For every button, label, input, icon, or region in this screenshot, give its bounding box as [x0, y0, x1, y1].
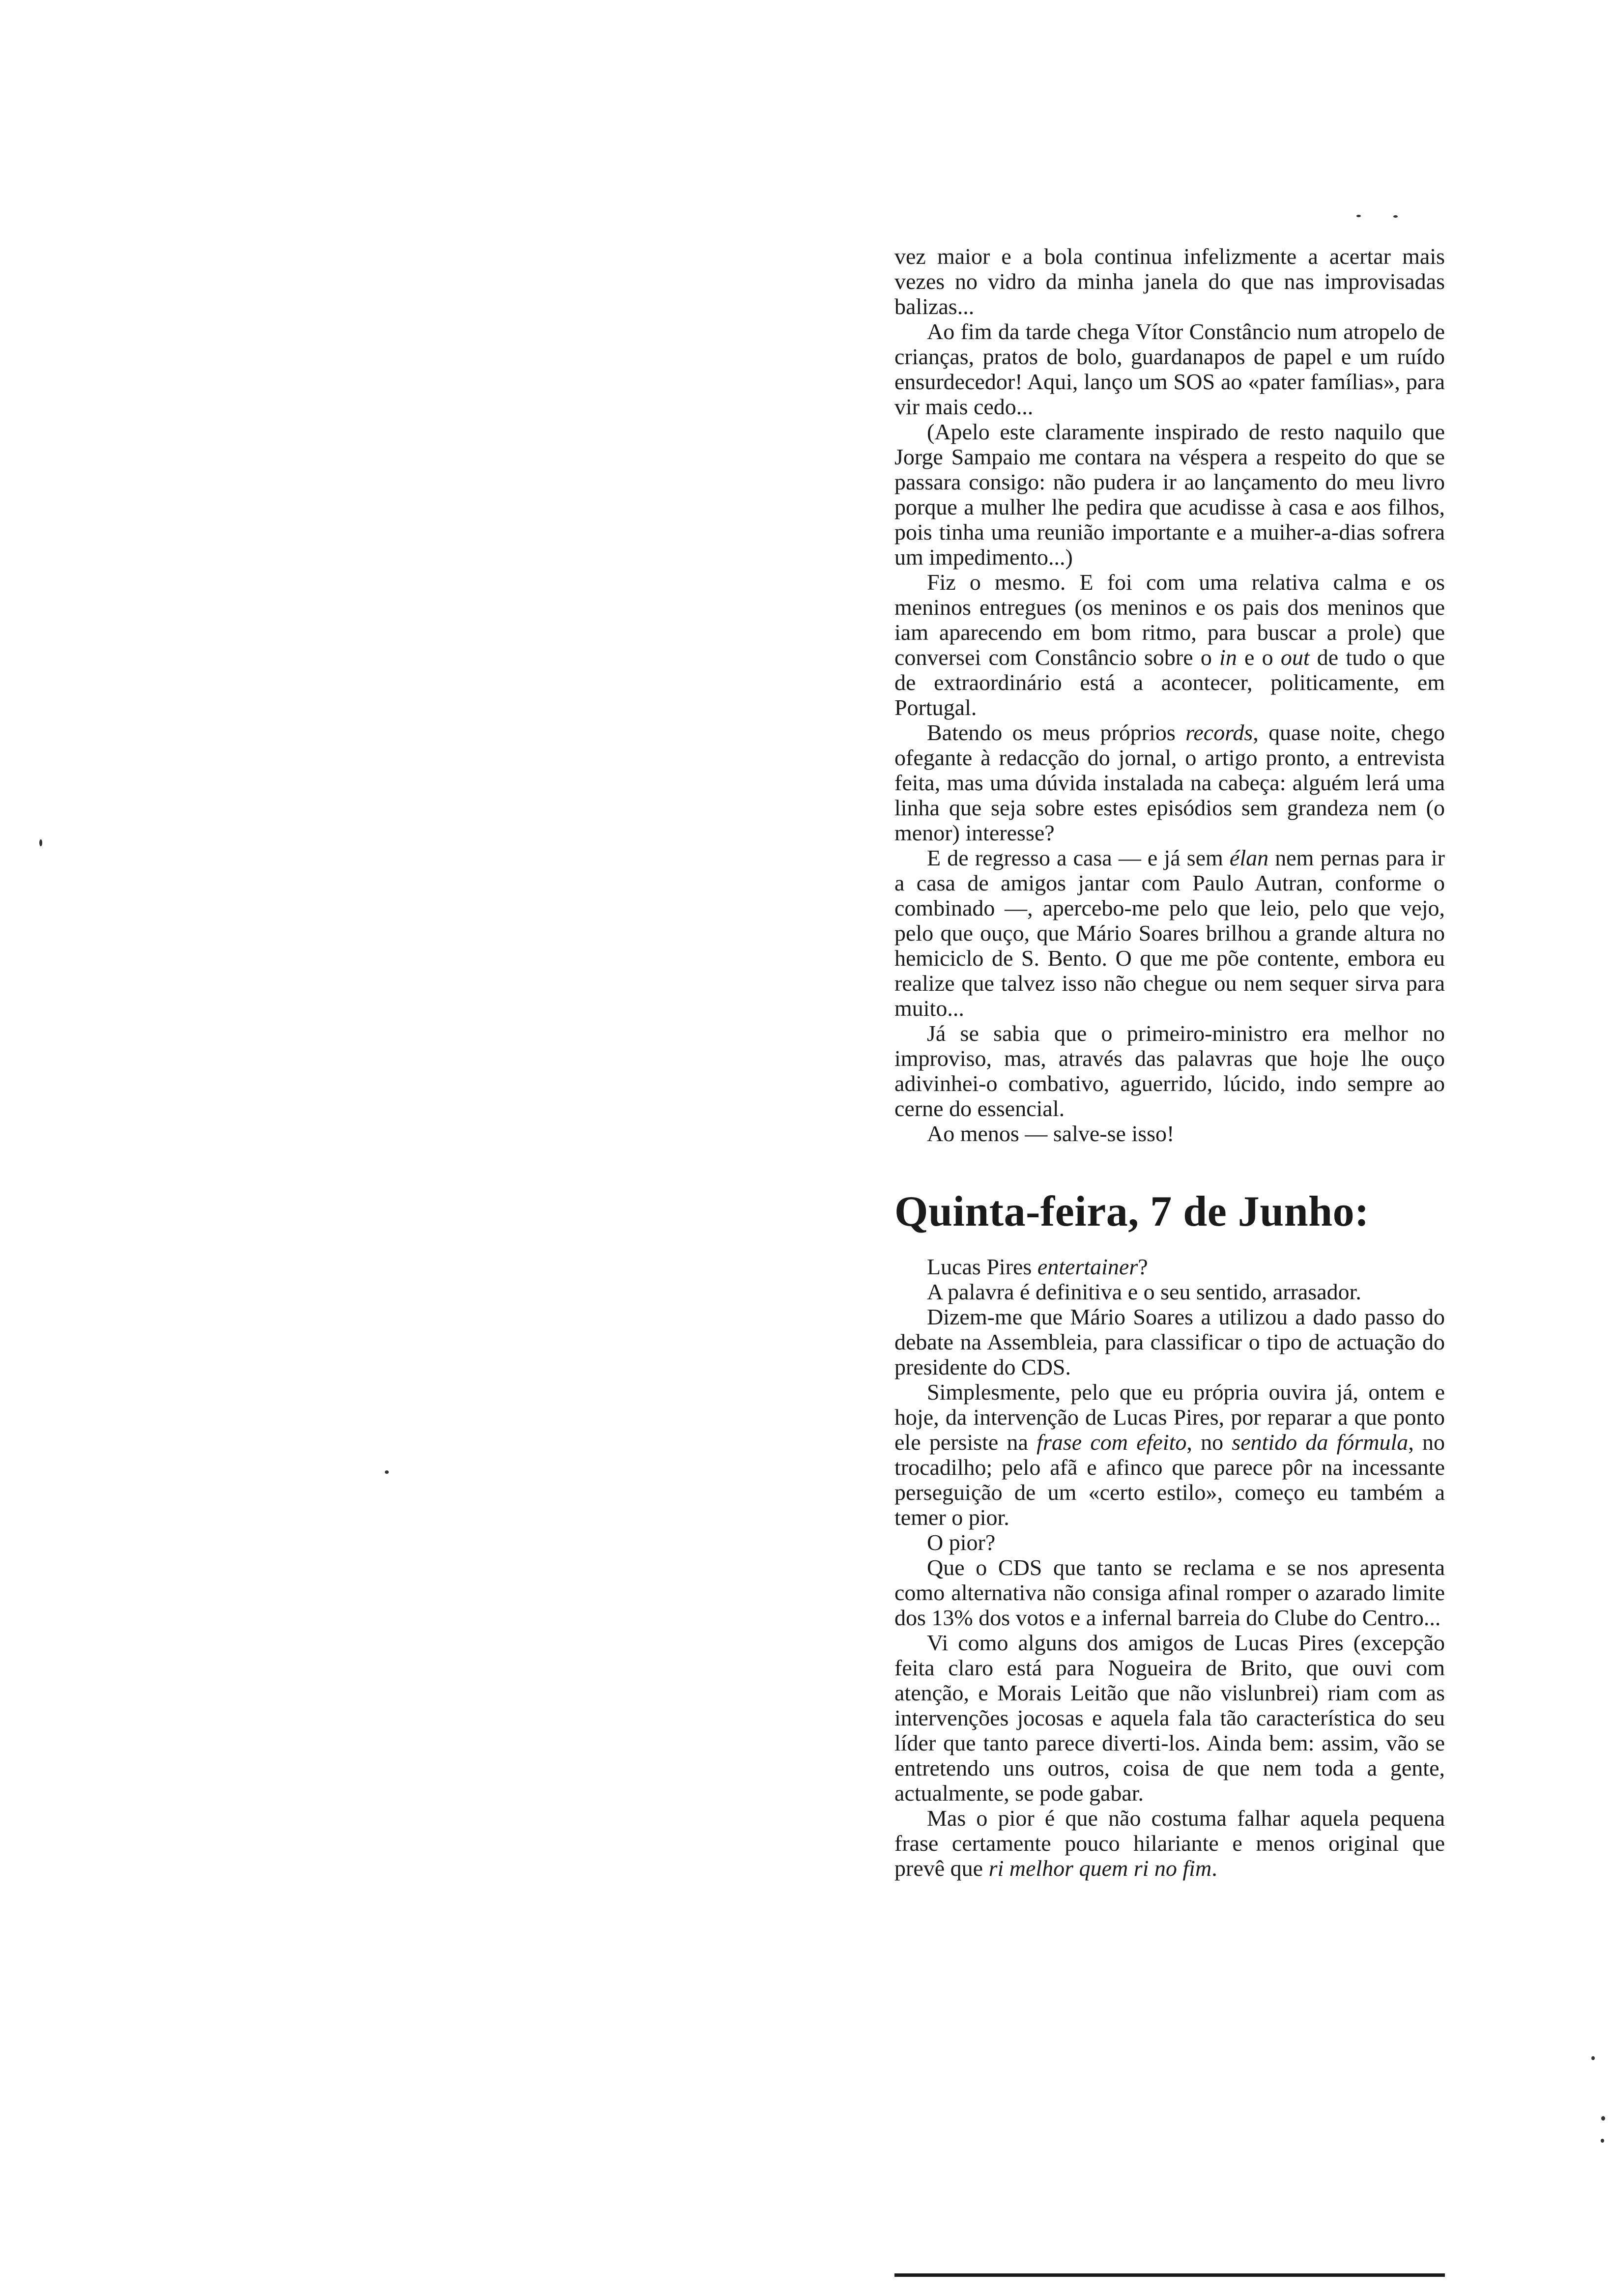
scan-speck — [1356, 215, 1361, 217]
paragraph: vez maior e a bola continua infelizmente a acertar mais vezes no vidro da minha janela do que nas improvisadas balizas... — [894, 244, 1445, 319]
scan-speck — [385, 1470, 389, 1474]
scan-speck — [1601, 2116, 1605, 2121]
bottom-rule — [894, 2273, 1445, 2277]
section-continuation — [894, 244, 1445, 1146]
paragraph: Vi como alguns dos amigos de Lucas Pires (excepção feita claro está para Nogueira de Brito, que ouvi com atenção, e Morais Leitão que não vislunbrei) riam com as intervenções jocosas e aquela fala tão característica do seu líder que tanto parece diverti-los. Ainda bem: assim, vão se entretendo uns outros, coisa de que nem toda a gente, actualmente, se pode gabar. — [894, 1630, 1445, 1806]
paragraph: Já se sabia que o primeiro-ministro era melhor no improviso, mas, através das palavras que hoje lhe ouço adivinhei-o combativo, aguerrido, lúcido, indo sempre ao cerne do essencial. — [894, 1021, 1445, 1121]
paragraph: Fiz o mesmo. E foi com uma relativa calma e os meninos entregues (os meninos e os pais dos meninos que iam aparecendo em bom ritmo, para buscar a prole) que conversei com Constâncio sobre o in e o out de tudo o que de extraordinário está a acontecer, politicamente, em Portugal. — [894, 570, 1445, 720]
paragraph: O pior? — [927, 1530, 996, 1555]
paragraph: Ao fim da tarde chega Vítor Constâncio num atropelo de crianças, pratos de bolo, guardanapos de papel e um ruído ensurdecedor! Aqui, lanço um SOS ao «pater famílias», para vir mais cedo... — [894, 319, 1445, 419]
scan-speck — [1601, 2139, 1604, 2143]
paragraph: A palavra é definitiva e o seu sentido, arrasador. — [927, 1279, 1361, 1304]
paragraph: Lucas Pires entertainer? — [927, 1254, 1148, 1279]
scan-speck — [1393, 215, 1398, 218]
paragraph: (Apelo este claramente inspirado de resto naquilo que Jorge Sampaio me contara na véspera a respeito do que se passara consigo: não pudera ir ao lançamento do meu livro porque a mulher lhe pedira que acudisse à casa e aos filhos, pois tinha uma reunião importante e a muiher-a-dias sofrera um impedimento...) — [894, 419, 1445, 570]
scan-speck — [39, 839, 42, 846]
paragraph: Dizem-me que Mário Soares a utilizou a dado passo do debate na Assembleia, para classificar o tipo de actuação do presidente do CDS. — [894, 1304, 1445, 1379]
paragraph: Mas o pior é que não costuma falhar aquela pequena frase certamente pouco hilariante e menos original que prevê que ri melhor quem ri no fim. — [894, 1806, 1445, 1881]
paragraph: Que o CDS que tanto se reclama e se nos apresenta como alternativa não consiga afinal romper o azarado limite dos 13% dos votos e a infernal barreia do Clube do Centro... — [894, 1555, 1445, 1630]
paragraph: Simplesmente, pelo que eu própria ouvira já, ontem e hoje, da intervenção de Lucas Pires, por reparar a que ponto ele persiste na frase com efeito, no sentido da fórmula, no trocadilho; pelo afã e afinco que parece pôr na incessante perseguição de um «certo estilo», começo eu também a temer o pior. — [894, 1379, 1445, 1530]
date-heading: Quinta-feira, 7 de Junho: — [894, 1188, 1369, 1235]
section-thursday — [894, 1254, 1445, 1881]
paragraph: Ao menos — salve-se isso! — [927, 1121, 1175, 1146]
scan-speck — [1591, 2056, 1595, 2060]
paragraph: E de regresso a casa — e já sem élan nem pernas para ir a casa de amigos jantar com Paulo Autran, conforme o combinado —, apercebo-me pelo que leio, pelo que vejo, pelo que ouço, que Mário Soares brilhou a grande altura no hemiciclo de S. Bento. O que me põe contente, embora eu realize que talvez isso não chegue ou nem sequer sirva para muito... — [894, 845, 1445, 1021]
article-column — [894, 244, 1445, 1881]
paragraph: Batendo os meus próprios records, quase noite, chego ofegante à redacção do jornal, o artigo pronto, a entrevista feita, mas uma dúvida instalada na cabeça: alguém lerá uma linha que seja sobre estes episódios sem grandeza nem (o menor) interesse? — [894, 720, 1445, 845]
